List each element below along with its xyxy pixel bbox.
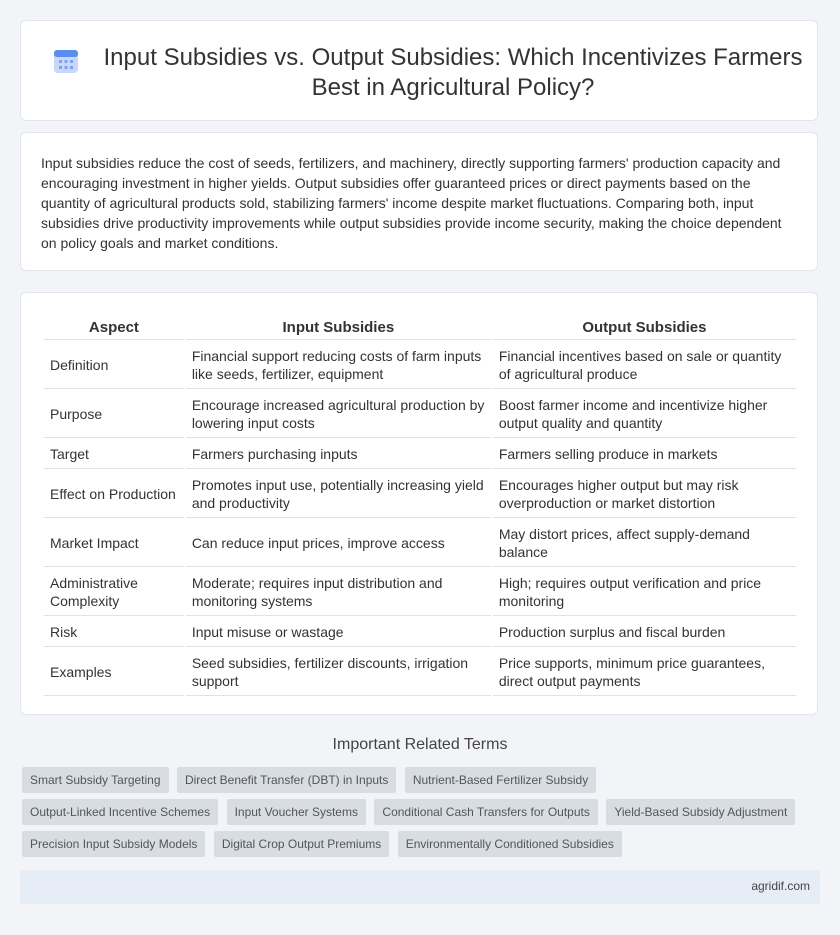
comparison-card bbox=[20, 292, 818, 715]
aspect-cell: Administrative Complexity bbox=[44, 569, 184, 616]
output-subsidy-cell: Encourages higher output but may risk overproduction or market distortion bbox=[493, 471, 796, 518]
calendar-icon bbox=[52, 47, 80, 75]
related-term-tag[interactable]: Nutrient-Based Fertilizer Subsidy bbox=[405, 767, 596, 793]
output-subsidy-cell: High; requires output verification and price monitoring bbox=[493, 569, 796, 616]
output-subsidy-cell: Production surplus and fiscal burden bbox=[493, 618, 796, 647]
aspect-cell: Market Impact bbox=[44, 520, 184, 567]
table-row bbox=[44, 391, 796, 438]
output-subsidy-cell: Farmers selling produce in markets bbox=[493, 440, 796, 469]
table-row bbox=[44, 569, 796, 616]
aspect-cell: Definition bbox=[44, 342, 184, 389]
related-term-tag[interactable]: Environmentally Conditioned Subsidies bbox=[398, 831, 622, 857]
comparison-table bbox=[42, 315, 798, 698]
related-term-tag[interactable]: Smart Subsidy Targeting bbox=[22, 767, 169, 793]
table-row bbox=[44, 618, 796, 647]
table-row bbox=[44, 471, 796, 518]
input-subsidy-cell: Seed subsidies, fertilizer discounts, irrigation support bbox=[186, 649, 491, 696]
column-header: Input Subsidies bbox=[186, 317, 491, 340]
input-subsidy-cell: Financial support reducing costs of farm inputs like seeds, fertilizer, equipment bbox=[186, 342, 491, 389]
footer-site-link[interactable]: agridif.com bbox=[751, 879, 810, 893]
output-subsidy-cell: Price supports, minimum price guarantees, direct output payments bbox=[493, 649, 796, 696]
column-header: Output Subsidies bbox=[493, 317, 796, 340]
related-term-tag[interactable]: Direct Benefit Transfer (DBT) in Inputs bbox=[177, 767, 396, 793]
related-term-tag[interactable]: Yield-Based Subsidy Adjustment bbox=[606, 799, 795, 825]
related-term-tag[interactable]: Input Voucher Systems bbox=[227, 799, 366, 825]
related-terms-list bbox=[22, 767, 802, 863]
input-subsidy-cell: Moderate; requires input distribution and monitoring systems bbox=[186, 569, 491, 616]
table-row bbox=[44, 649, 796, 696]
aspect-cell: Examples bbox=[44, 649, 184, 696]
table-row bbox=[44, 440, 796, 469]
related-term-tag[interactable]: Digital Crop Output Premiums bbox=[214, 831, 389, 857]
summary-card bbox=[20, 132, 818, 271]
output-subsidy-cell: May distort prices, affect supply-demand balance bbox=[493, 520, 796, 567]
input-subsidy-cell: Can reduce input prices, improve access bbox=[186, 520, 491, 567]
output-subsidy-cell: Boost farmer income and incentivize higher output quality and quantity bbox=[493, 391, 796, 438]
column-header: Aspect bbox=[44, 317, 184, 340]
aspect-cell: Effect on Production bbox=[44, 471, 184, 518]
related-term-tag[interactable]: Conditional Cash Transfers for Outputs bbox=[374, 799, 597, 825]
table-row bbox=[44, 520, 796, 567]
title-card bbox=[20, 20, 818, 121]
aspect-cell: Target bbox=[44, 440, 184, 469]
input-subsidy-cell: Promotes input use, potentially increasing yield and productivity bbox=[186, 471, 491, 518]
page-title: Input Subsidies vs. Output Subsidies: Which Incentivizes Farmers Best in Agricultural Policy? bbox=[103, 44, 803, 101]
footer bbox=[20, 870, 820, 904]
input-subsidy-cell: Input misuse or wastage bbox=[186, 618, 491, 647]
table-row bbox=[44, 342, 796, 389]
input-subsidy-cell: Farmers purchasing inputs bbox=[186, 440, 491, 469]
related-terms-heading: Important Related Terms bbox=[332, 736, 508, 753]
aspect-cell: Purpose bbox=[44, 391, 184, 438]
input-subsidy-cell: Encourage increased agricultural production by lowering input costs bbox=[186, 391, 491, 438]
aspect-cell: Risk bbox=[44, 618, 184, 647]
output-subsidy-cell: Financial incentives based on sale or quantity of agricultural produce bbox=[493, 342, 796, 389]
summary-text: Input subsidies reduce the cost of seeds, fertilizers, and machinery, directly supporting farmers' production capacity and encouraging investment in higher yields. Output subsidies offer guaranteed prices or direct payments based on the quantity of agricultural products sold, stabilizing farmers' income despite market fluctuations. Comparing both, input subsidies drive productivity improvements while output subsidies provide income security, making the choice dependent on policy goals and market conditions. bbox=[41, 155, 782, 251]
related-term-tag[interactable]: Precision Input Subsidy Models bbox=[22, 831, 205, 857]
related-term-tag[interactable]: Output-Linked Incentive Schemes bbox=[22, 799, 218, 825]
table-header-row bbox=[44, 317, 796, 340]
